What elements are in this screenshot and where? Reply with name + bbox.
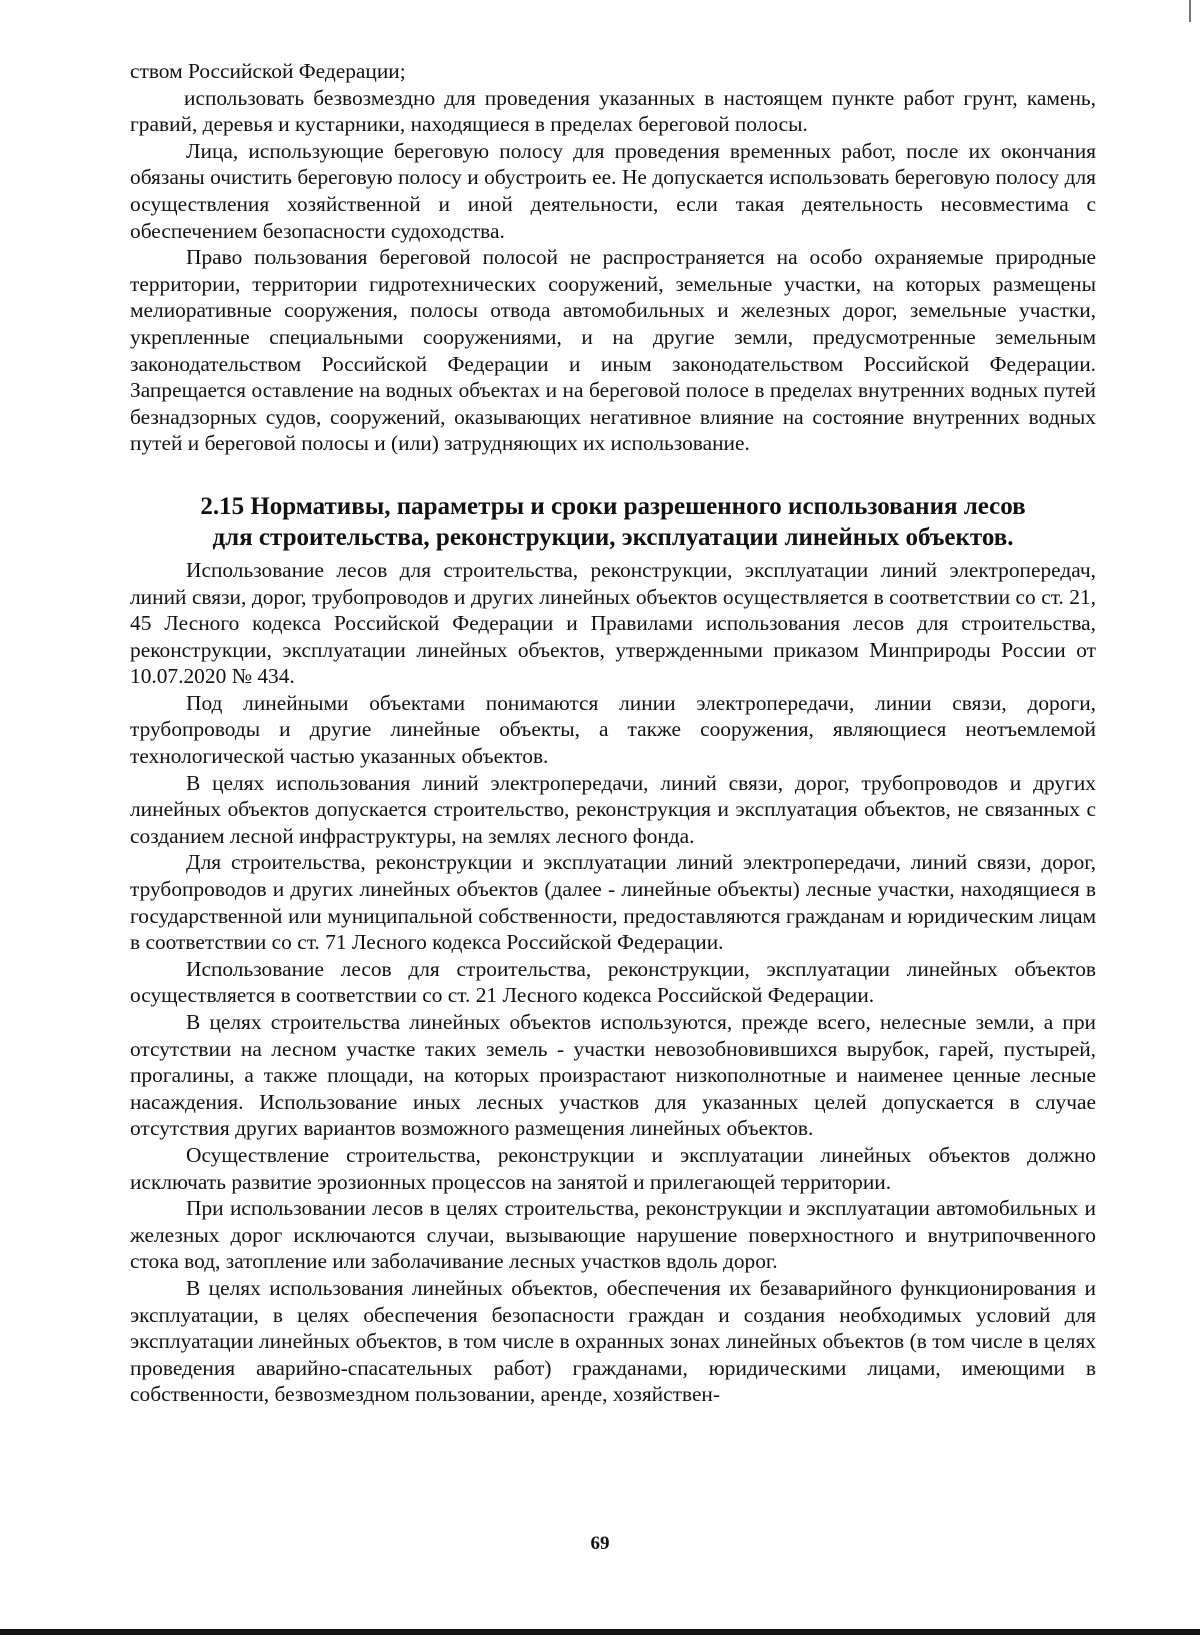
scan-bottom-border (0, 1629, 1200, 1635)
paragraph: В целях использования линейных объектов, обеспечения их безаварийного функционирования и эксплуатации, в целях обеспечения безопасности граждан и создания необходимых условий для эксплуатации линейных объектов, в том числе в охранных зонах линейных объектов (в том числе в целях проведения аварийно-спасательных работ) гражданами, юридическими лицами, имеющими в собственности, безвозмездном пользовании, аренде, хозяйствен- (130, 1275, 1096, 1407)
paragraph: В целях строительства линейных объектов используются, прежде всего, нелесные земли, а при отсутствии на лесном участке таких земель - участки невозобновившихся вырубок, гарей, пустырей, прогалины, а также площади, на которых произрастают низкополнотные и наименее ценные лесные насаждения. Использование иных лесных участков для указанных целей допускается в случае отсутствия других вариантов возможного размещения линейных объектов. (130, 1010, 1096, 1141)
paragraph: Для строительства, реконструкции и эксплуатации линий электропередачи, линий связи, дорог, трубопроводов и других линейных объектов (далее - линейные объекты) лесные участки, находящиеся в государственной или муниципальной собственности, предоставляются гражданам и юридическим лицам в соответствии со ст. 71 Лесного кодекса Российской Федерации. (130, 850, 1096, 955)
paragraph: При использовании лесов в целях строительства, реконструкции и эксплуатации автомобильных и железных дорог исключаются случаи, вызывающие нарушение поверхностного и внутрипочвенного стока вод, затопление или заболачивание лесных участков вдоль дорог. (130, 1196, 1096, 1274)
paragraph: В целях использования линий электропередачи, линий связи, дорог, трубопроводов и других линейных объектов допускается строительство, реконструкция и эксплуатация объектов, не связанных с созданием лесной инфраструктуры, на землях лесного фонда. (130, 770, 1096, 848)
paragraph: Осуществление строительства, реконструкции и эксплуатации линейных объектов должно исключать развитие эрозионных процессов на занятой и прилегающей территории. (130, 1142, 1096, 1194)
paragraph: Использование лесов для строительства, реконструкции, эксплуатации линий электропередач, линий связи, дорог, трубопроводов и других линейных объектов осуществляется в соответствии со ст. 21, 45 Лесного кодекса Российской Федерации и Правилами использования лесов для строительства, реконструкции, эксплуатации линейных объектов, утвержденными приказом Минприроды России от 10.07.2020 № 434. (130, 557, 1096, 689)
paragraph: Использование лесов для строительства, реконструкции, эксплуатации линейных объектов осуществляется в соответствии со ст. 21 Лесного кодекса Российской Федерации. (130, 956, 1096, 1008)
page-number: 69 (590, 1533, 610, 1554)
section-heading-line: для строительства, реконструкции, эксплуатации линейных объектов. (212, 523, 1014, 551)
scan-edge-mark (1189, 0, 1191, 22)
paragraph: использовать безвозмездно для проведения указанных в настоящем пункте работ грунт, камень, гравий, деревья и кустарники, находящиеся в пределах береговой полосы. (130, 85, 1096, 137)
paragraph: Лица, использующие береговую полосу для проведения временных работ, после их окончания обязаны очистить береговую полосу и обустроить ее. Не допускается использовать береговую полосу для осуществления хозяйственной и иной деятельности, если такая деятельность несовместима с обеспечением безопасности судоходства. (130, 138, 1096, 243)
paragraph-continuation: ством Российской Федерации; (130, 59, 406, 83)
paragraph: Право пользования береговой полосой не распространяется на особо охраняемые природные территории, территории гидротехнических сооружений, земельные участки, на которых размещены мелиоративные сооружения, полосы отвода автомобильных и железных дорог, земельные участки, укрепленные специальными сооружениями, и на другие земли, предусмотренные земельным законодательством Российской Федерации и иным законодательством Российской Федерации. Запрещается оставление на водных объектах и на береговой полосе в пределах внутренних водных путей безнадзорных судов, сооружений, оказывающих негативное влияние на состояние внутренних водных путей и береговой полосы и (или) затрудняющих их использование. (130, 245, 1096, 456)
section-heading-line: 2.15 Нормативы, параметры и сроки разрешенного использования лесов (200, 492, 1026, 520)
document-body (130, 58, 1096, 1408)
paragraph: Под линейными объектами понимаются линии электропередачи, линии связи, дороги, трубопроводы и другие линейные объекты, а также сооружения, являющиеся неотъемлемой технологической частью указанных объектов. (130, 690, 1096, 769)
section-heading (130, 491, 1096, 553)
